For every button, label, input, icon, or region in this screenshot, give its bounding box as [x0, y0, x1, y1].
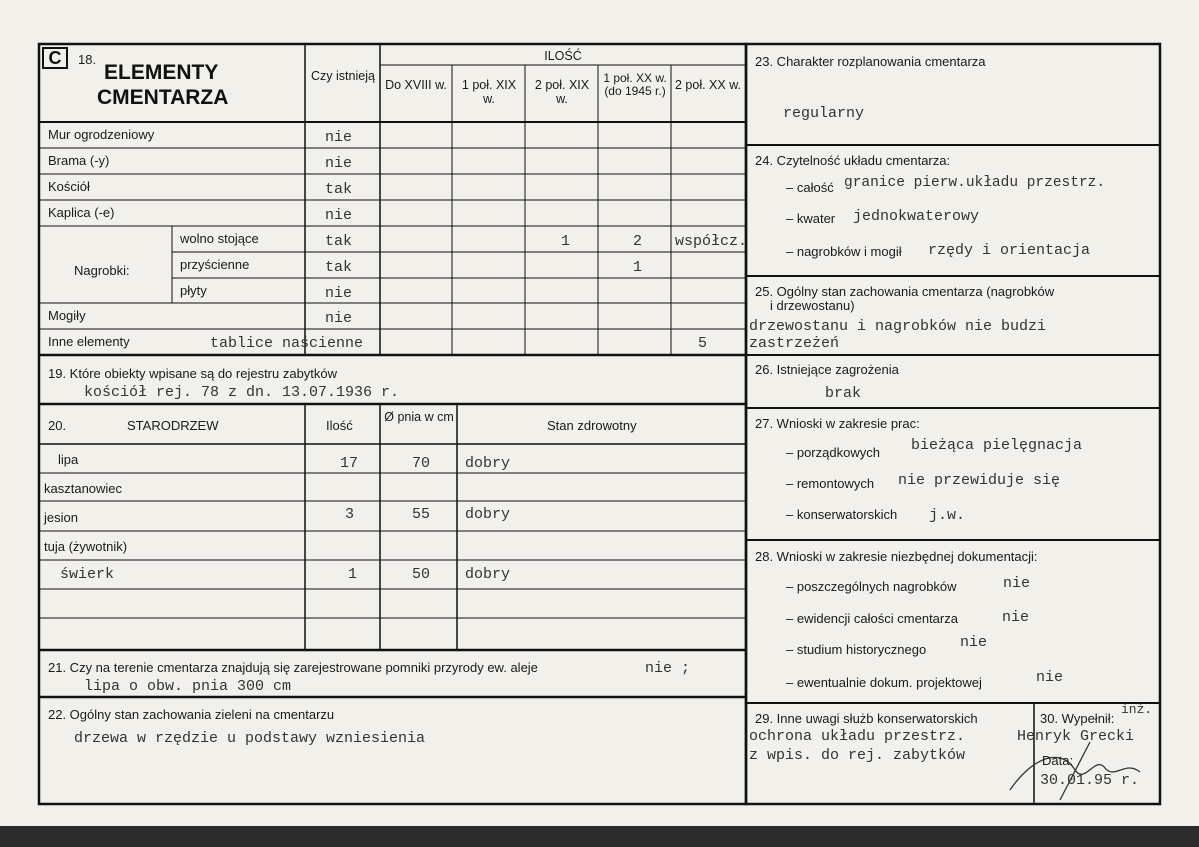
section-27-rem-value: nie przewiduje się — [898, 472, 1061, 489]
section-18-title-line1: ELEMENTY — [104, 61, 219, 84]
section-20-number: 20. — [48, 418, 67, 433]
section-18-number: 18. — [78, 52, 97, 67]
col-header-1-xx: 1 poł. XX w. (do 1945 r.) — [603, 71, 667, 99]
section-18-title-line2: CMENTARZA — [97, 86, 229, 109]
section-28-item4-value: nie — [1036, 669, 1064, 686]
tree-diam-jesion: 55 — [412, 506, 431, 523]
section-letter-box — [42, 47, 68, 69]
section-29-value1: ochrona układu przestrz. — [749, 728, 966, 745]
nagrobki-label: Nagrobki: — [74, 263, 130, 278]
tree-health-swierk: dobry — [465, 566, 511, 583]
section-27-label: 27. Wnioski w zakresie prac: — [755, 416, 920, 431]
section-19-label: 19. Które obiekty wpisane są do rejestru zabytków — [48, 366, 338, 381]
section-24-kwater-value: jednokwaterowy — [853, 208, 980, 225]
section-28-item1-label: – poszczególnych nagrobków — [786, 579, 957, 594]
col-header-ilosc: ILOŚĆ — [544, 49, 582, 63]
col-header-2-xx: 2 poł. XX w. — [675, 78, 742, 92]
tree-name-lipa: lipa — [58, 452, 79, 467]
section-24-nagrobkow-label: – nagrobków i mogił — [786, 244, 902, 259]
section-30-name: Henryk Grecki — [1017, 728, 1135, 745]
col-header-xviii: Do XVIII w. — [385, 78, 447, 92]
tree-name-kasztanowiec: kasztanowiec — [44, 481, 123, 496]
row-label-mogily: Mogiły — [48, 308, 86, 323]
row-value-inne: tablice naścienne — [210, 335, 364, 352]
row-label-brama: Brama (-y) — [48, 153, 110, 168]
nagrobki-wolno-2xix: 1 — [561, 233, 571, 250]
row-value-inne-2xx: 5 — [698, 335, 708, 352]
section-30-date: 30.01.95 r. — [1040, 772, 1140, 789]
section-25-value1: drzewostanu i nagrobków nie budzi — [749, 318, 1047, 335]
section-28-item3-value: nie — [960, 634, 988, 651]
row-value-kaplica: nie — [325, 207, 353, 224]
section-28-item2-label: – ewidencji całości cmentarza — [786, 611, 958, 626]
section-27-porz-label: – porządkowych — [786, 445, 880, 460]
section-30-title: inż. — [1121, 702, 1153, 717]
section-26-label: 26. Istniejące zagrożenia — [755, 362, 899, 377]
section-19-value: kościół rej. 78 z dn. 13.07.1936 r. — [84, 384, 400, 401]
section-24-nagrobkow-value: rzędy i orientacja — [928, 242, 1091, 259]
nagrobki-wolno-1xx: 2 — [633, 233, 643, 250]
section-28-item3-label: – studium historycznego — [786, 642, 927, 657]
tree-qty-swierk: 1 — [348, 566, 358, 583]
section-23-label: 23. Charakter rozplanowania cmentarza — [755, 54, 986, 69]
col-header-1-xix: 1 poł. XIX w. — [461, 78, 517, 106]
row-value-mogily: nie — [325, 310, 353, 327]
section-22-label: 22. Ogólny stan zachowania zieleni na cmentarzu — [48, 707, 335, 722]
section-21-label: 21. Czy na terenie cmentarza znajdują się zarejestrowane pomniki przyrody ew. aleje — [48, 660, 538, 675]
section-26-value: brak — [825, 385, 862, 402]
section-letter: C — [48, 48, 62, 68]
section-27-kons-label: – konserwatorskich — [786, 507, 898, 522]
section-27-porz-value: bieżąca pielęgnacja — [911, 437, 1083, 454]
section-24-calosc-label: – całość — [786, 180, 834, 195]
section-25-label2: i drzewostanu) — [770, 298, 855, 313]
tree-name-tuja: tuja (żywotnik) — [44, 539, 128, 554]
tree-qty-lipa: 17 — [340, 455, 359, 472]
nagrobki-plyty-exists: nie — [325, 285, 353, 302]
nagrobki-wolno-label: wolno stojące — [180, 231, 259, 246]
section-29-label: 29. Inne uwagi służb konserwatorskich — [755, 711, 978, 726]
col-header-qty: Ilość — [326, 418, 353, 433]
row-label-kaplica: Kaplica (-e) — [48, 205, 115, 220]
section-22-value: drzewa w rzędzie u podstawy wzniesienia — [74, 730, 426, 747]
section-30-label: 30. Wypełnił: — [1040, 711, 1115, 726]
tree-name-swierk: świerk — [60, 566, 115, 583]
section-24-kwater-label: – kwater — [786, 211, 836, 226]
section-24-label: 24. Czytelność układu cmentarza: — [755, 153, 951, 168]
section-28-item4-label: – ewentualnie dokum. projektowej — [786, 675, 982, 690]
tree-health-jesion: dobry — [465, 506, 511, 523]
tree-qty-jesion: 3 — [345, 506, 355, 523]
col-header-exists: Czy istnieją — [311, 69, 375, 83]
col-header-health: Stan zdrowotny — [547, 418, 637, 433]
row-value-kosciol: tak — [325, 181, 353, 198]
nagrobki-przyscienne-exists: tak — [325, 259, 353, 276]
row-value-mur: nie — [325, 129, 353, 146]
section-23-value: regularny — [783, 105, 865, 122]
section-27-kons-value: j.w. — [929, 507, 966, 524]
nagrobki-plyty-label: płyty — [180, 283, 207, 298]
scan-background-strip — [0, 826, 1199, 847]
tree-health-lipa: dobry — [465, 455, 511, 472]
section-27-rem-label: – remontowych — [786, 476, 875, 491]
nagrobki-wolno-2xx: współcz. — [675, 233, 748, 250]
row-value-brama: nie — [325, 155, 353, 172]
nagrobki-wolno-exists: tak — [325, 233, 353, 250]
section-20-title: STARODRZEW — [127, 418, 219, 433]
section-28-item2-value: nie — [1002, 609, 1030, 626]
row-label-mur: Mur ogrodzeniowy — [48, 127, 155, 142]
col-header-diam: Ø pnia w cm — [384, 410, 454, 424]
nagrobki-przyscienne-label: przyścienne — [180, 257, 250, 272]
section-28-item1-value: nie — [1003, 575, 1031, 592]
row-label-inne: Inne elementy — [48, 334, 130, 349]
section-25-label1: 25. Ogólny stan zachowania cmentarza (nagrobków — [755, 284, 1055, 299]
nagrobki-przyscienne-1xx: 1 — [633, 259, 643, 276]
section-21-value2: lipa o obw. pnia 300 cm — [84, 678, 292, 695]
row-label-kosciol: Kościół — [48, 179, 90, 194]
tree-diam-swierk: 50 — [412, 566, 431, 583]
section-28-label: 28. Wnioski w zakresie niezbędnej dokumentacji: — [755, 549, 1038, 564]
section-24-calosc-value: granice pierw.układu przestrz. — [844, 175, 1106, 191]
section-30-date-label: Data: — [1042, 753, 1074, 768]
col-header-2-xix: 2 poł. XIX w. — [534, 78, 590, 106]
tree-diam-lipa: 70 — [412, 455, 431, 472]
section-29-value2: z wpis. do rej. zabytków — [749, 747, 966, 764]
section-21-value1: nie ; — [645, 660, 691, 677]
tree-name-jesion: jesion — [44, 510, 78, 525]
section-25-value2: zastrzeżeń — [749, 335, 840, 352]
